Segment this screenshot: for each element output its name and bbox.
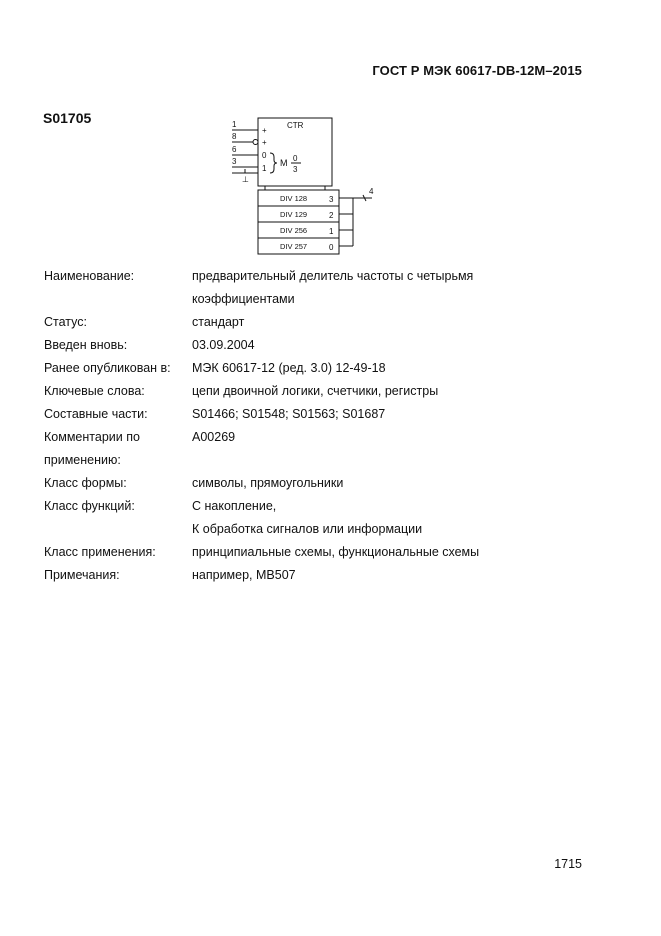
output-label-2: 2 [329,211,334,220]
property-row-introduced [44,334,604,357]
property-label: Класс функций: [44,499,135,513]
property-value: цепи двоичной логики, счетчики, регистры [192,384,439,398]
property-label: Комментарии по применению: [44,430,140,467]
property-value-line: К обработка сигналов или информации [192,522,423,536]
property-label: Наименование: [44,269,135,283]
pin-label-1: 1 [232,120,237,129]
property-label: Примечания: [44,568,120,582]
property-value-line: предварительный делитель частоты с четырьмя [192,269,474,283]
property-label: Ранее опубликован в: [44,361,171,375]
property-label: Введен вновь: [44,338,128,352]
property-label: Статус: [44,315,87,329]
div-label-257: DIV 257 [280,242,308,251]
pin-label-8: 8 [232,132,237,141]
mode-denominator: 3 [293,165,298,174]
plus-sign-1: + [262,126,267,135]
property-value-line: коэффициентами [192,292,295,306]
plus-sign-2: + [262,138,267,147]
property-value [192,265,604,311]
ground-mark: ⊥ [242,175,249,184]
document-header: ГОСТ Р МЭК 60617-DB-12M–2015 [372,63,582,78]
pin-label-3: 3 [232,157,237,166]
property-value: 03.09.2004 [192,338,255,352]
output-label-3: 3 [329,195,334,204]
property-value: S01466; S01548; S01563; S01687 [192,407,386,421]
property-row-components [44,403,604,426]
properties-list [44,265,604,587]
output-label-1: 1 [329,227,334,236]
property-value: символы, прямоугольники [192,476,344,490]
ctr-title: CTR [287,121,304,130]
property-value: принципиальные схемы, функциональные схемы [192,545,480,559]
div-label-256: DIV 256 [280,226,308,235]
property-row-notes [44,564,604,587]
property-value: например, МВ507 [192,568,296,582]
symbol-diagram [225,117,385,261]
property-value: стандарт [192,315,245,329]
property-value: А00269 [192,430,236,444]
property-label: Ключевые слова: [44,384,145,398]
property-row-shape-class [44,472,604,495]
pin-label-6: 6 [232,145,237,154]
property-row-application-class [44,541,604,564]
output-label-0: 0 [329,243,334,252]
page-number: 1715 [554,857,582,871]
property-row-previously-published [44,357,604,380]
property-label: Класс применения: [44,545,156,559]
mode-input-1: 1 [262,164,267,173]
symbol-code: S01705 [43,110,92,126]
property-row-keywords [44,380,604,403]
inversion-circle [253,140,258,145]
property-label: Класс формы: [44,476,127,490]
bus-width-label: 4 [369,187,374,196]
mode-numerator: 0 [293,154,298,163]
mode-input-0: 0 [262,151,267,160]
property-value [192,495,604,541]
property-row-status [44,311,604,334]
property-label: Составные части: [44,407,148,421]
property-row-function-class [44,495,604,541]
property-row-name [44,265,604,311]
mode-brace [270,153,277,173]
property-value-line: С накопление, [192,499,277,513]
property-row-comments [44,426,604,472]
div-label-128: DIV 128 [280,194,308,203]
mode-letter: M [280,158,288,168]
div-label-129: DIV 129 [280,210,308,219]
property-value: МЭК 60617-12 (ред. 3.0) 12-49-18 [192,361,386,375]
